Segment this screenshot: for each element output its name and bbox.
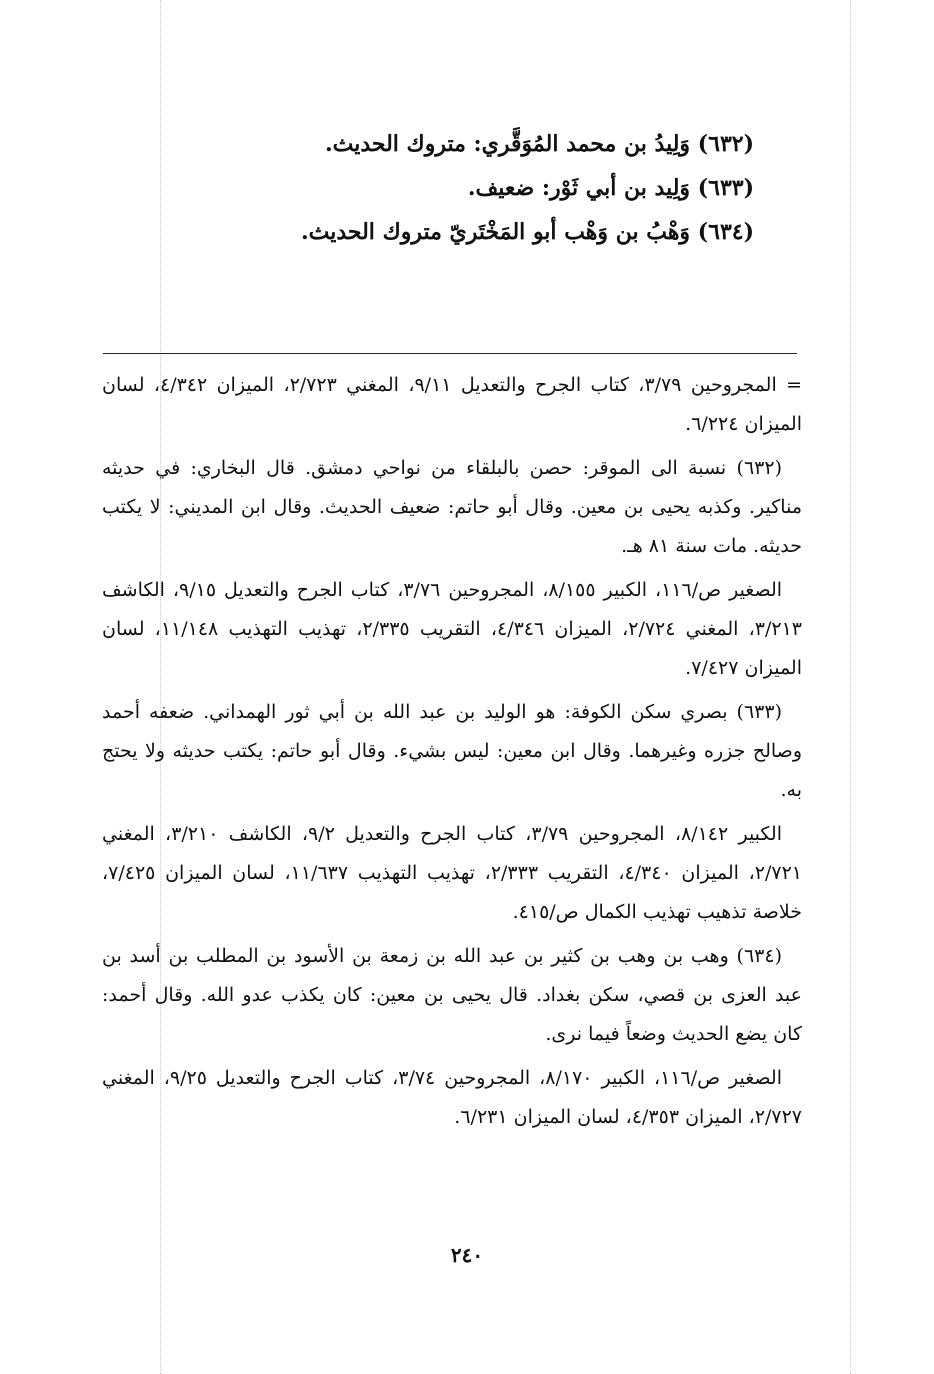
- footnote-632-sources: الصغير ص/١١٦، الكبير ٨/١٥٥، المجروحين ٣/٧٦، كتاب الجرح والتعديل ٩/١٥، الكاشف ٣/٢١٣، المغني ٢/٧٢٤، الميزان ٤/٣٤٦، التقريب ٢/٣٣٥، تهذيب التهذيب ١١/١٤٨، لسان الميزان ٧/٤٢٧.: [102, 579, 802, 679]
- footnotes: [102, 366, 802, 1142]
- entry-634: (٦٣٤) وَهْبُ بن وَهْب أبو المَخْتَريّ متروك الحديث.: [300, 219, 754, 245]
- entry-632: (٦٣٢) وَلِيدُ بن محمد المُوَقَّري: متروك الحديث.: [324, 131, 754, 157]
- footnote-632: (٦٣٢) نسبة الى الموقر: حصن بالبلقاء من نواحي دمشق. قال البخاري: في حديثه مناكير. وكذبه يحيى بن معين. وقال أبو حاتم: ضعيف الحديث. وقال ابن المديني: لا يكتب حديثه. مات سنة ٨١ هـ.: [102, 457, 802, 557]
- footnote-633-sources: الكبير ٨/١٤٢، المجروحين ٣/٧٩، كتاب الجرح والتعديل ٩/٢، الكاشف ٣/٢١٠، المغني ٢/٧٢١، الميزان ٤/٣٤٠، التقريب ٢/٣٣٣، تهذيب التهذيب ١١/٦٣٧، لسان الميزان ٧/٤٢٥، خلاصة تذهيب تهذيب الكمال ص/٤١٥.: [102, 823, 802, 923]
- main-entries: [194, 122, 754, 254]
- footnote-continuation: = المجروحين ٣/٧٩، كتاب الجرح والتعديل ٩/١١، المغني ٢/٧٢٣، الميزان ٤/٣٤٢، لسان الميزان ٦/٢٢٤.: [102, 374, 803, 435]
- footnote-633: (٦٣٣) بصري سكن الكوفة: هو الوليد بن عبد الله بن أبي ثور الهمداني. ضعفه أحمد وصالح جزره وغيرهما. وقال ابن معين: ليس بشيء. وقال أبو حاتم: يكتب حديثه ولا يحتج به.: [102, 701, 802, 801]
- entry-633: (٦٣٣) وَلِيد بن أبي ثَوْر: ضعيف.: [467, 175, 754, 201]
- scan-guide-line: [850, 0, 852, 1374]
- footnote-634: (٦٣٤) وهب بن وهب بن كثير بن عبد الله بن زمعة بن الأسود بن المطلب بن أسد بن عبد العزى بن قصي، سكن بغداد. قال يحيى بن معين: كان يكذب عدو الله. وقال أحمد: كان يضع الحديث وضعاً فيما نرى.: [102, 945, 802, 1045]
- page-number: ٢٤٠: [450, 1243, 484, 1267]
- footnote-divider: [103, 353, 797, 354]
- footnote-634-sources: الصغير ص/١١٦، الكبير ٨/١٧٠، المجروحين ٣/٧٤، كتاب الجرح والتعديل ٩/٢٥، المغني ٢/٧٢٧، الميزان ٤/٣٥٣، لسان الميزان ٦/٢٣١.: [102, 1067, 802, 1128]
